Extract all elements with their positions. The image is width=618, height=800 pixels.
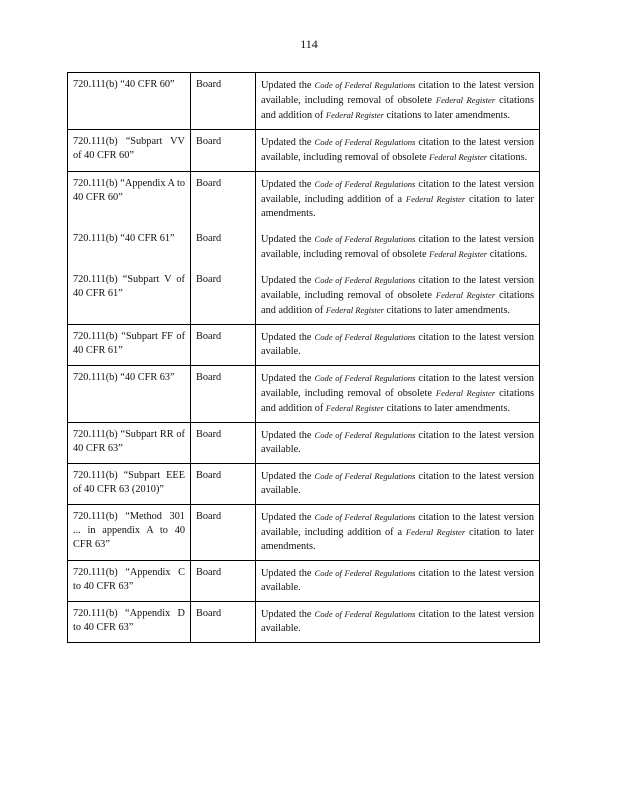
description-text: citation to the latest version available, including removal of obsolete <box>261 275 535 301</box>
table-row <box>68 602 540 643</box>
description-text: citation to the latest version available. <box>261 568 535 593</box>
section-cell: 720.111(b) “40 CFR 63” <box>68 366 191 423</box>
description-cell <box>256 130 540 172</box>
section-cell: 720.111(b) “Appendix C to 40 CFR 63” <box>68 561 191 602</box>
description-text: citation to the latest version available. <box>261 609 535 634</box>
agency-cell: Board <box>191 325 256 366</box>
agency-cell: Board <box>191 505 256 561</box>
section-cell: 720.111(b) “Subpart V of 40 CFR 61” <box>68 268 191 325</box>
section-cell: 720.111(b) “Subpart EEE of 40 CFR 63 (2010)” <box>68 464 191 505</box>
agency-cell: Board <box>191 227 256 268</box>
citation-italic: Federal Register <box>429 249 488 259</box>
description-text: Updated the <box>261 609 315 620</box>
description-text: Updated the <box>261 275 315 286</box>
section-cell: 720.111(b) “Appendix D to 40 CFR 63” <box>68 602 191 643</box>
agency-cell: Board <box>191 130 256 172</box>
citation-italic: Code of Federal Regulations <box>314 137 416 147</box>
agency-cell: Board <box>191 561 256 602</box>
description-text: citation to the latest version available. <box>261 332 535 357</box>
section-cell: 720.111(b) “Subpart VV of 40 CFR 60” <box>68 130 191 172</box>
section-cell: 720.111(b) “40 CFR 60” <box>68 73 191 130</box>
agency-cell: Board <box>191 268 256 325</box>
citation-italic: Federal Register <box>405 194 466 204</box>
description-text: Updated the <box>261 512 315 523</box>
table-row <box>68 464 540 505</box>
page-number: 114 <box>300 37 318 51</box>
table-row <box>68 130 540 172</box>
description-text: Updated the <box>261 430 315 441</box>
table-row <box>68 423 540 464</box>
description-text: citations to later amendments. <box>383 305 511 316</box>
citation-italic: Federal Register <box>435 95 496 105</box>
citation-italic: Federal Register <box>429 152 488 162</box>
citation-italic: Federal Register <box>405 527 466 537</box>
citation-italic: Federal Register <box>325 110 384 120</box>
section-cell: 720.111(b) “Appendix A to 40 CFR 60” <box>68 172 191 228</box>
citation-italic: Code of Federal Regulations <box>314 430 416 440</box>
table-body <box>68 73 540 643</box>
description-cell <box>256 366 540 423</box>
citation-italic: Code of Federal Regulations <box>314 609 416 619</box>
amendments-table <box>67 72 540 643</box>
agency-cell: Board <box>191 464 256 505</box>
agency-cell: Board <box>191 602 256 643</box>
description-text: Updated the <box>261 179 315 190</box>
description-cell <box>256 464 540 505</box>
citation-italic: Federal Register <box>325 305 384 315</box>
table-row <box>68 172 540 228</box>
description-cell <box>256 227 540 268</box>
citation-italic: Code of Federal Regulations <box>314 512 416 522</box>
description-cell <box>256 172 540 228</box>
citation-italic: Federal Register <box>325 403 384 413</box>
description-text: Updated the <box>261 373 315 384</box>
description-cell <box>256 325 540 366</box>
description-text: Updated the <box>261 137 315 148</box>
citation-italic: Code of Federal Regulations <box>314 568 416 578</box>
description-text: citations to later amendments. <box>383 403 511 414</box>
agency-cell: Board <box>191 73 256 130</box>
citation-italic: Code of Federal Regulations <box>314 471 416 481</box>
table-row <box>68 561 540 602</box>
description-text: citation to the latest version available, including removal of obsolete <box>261 80 535 106</box>
section-cell: 720.111(b) “40 CFR 61” <box>68 227 191 268</box>
description-text: citations and addition of <box>261 388 534 414</box>
description-text: Updated the <box>261 80 315 91</box>
citation-italic: Code of Federal Regulations <box>314 332 416 342</box>
description-cell <box>256 505 540 561</box>
description-cell <box>256 423 540 464</box>
description-text: Updated the <box>261 234 315 245</box>
citation-italic: Code of Federal Regulations <box>314 234 416 244</box>
section-cell: 720.111(b) “Subpart FF of 40 CFR 61” <box>68 325 191 366</box>
agency-cell: Board <box>191 366 256 423</box>
description-text: citations to later amendments. <box>383 110 511 121</box>
description-text: Updated the <box>261 332 315 343</box>
table-row <box>68 227 540 268</box>
citation-italic: Federal Register <box>435 290 496 300</box>
description-text: Updated the <box>261 568 315 579</box>
description-text: citation to the latest version available. <box>261 471 535 496</box>
description-text: citations and addition of <box>261 95 534 121</box>
description-cell <box>256 602 540 643</box>
section-cell: 720.111(b) “Subpart RR of 40 CFR 63” <box>68 423 191 464</box>
description-text: citation to the latest version available, including removal of obsolete <box>261 137 535 163</box>
description-text: citation to the latest version available, including removal of obsolete <box>261 234 535 260</box>
description-text: citation to the latest version available. <box>261 430 535 455</box>
table-row <box>68 366 540 423</box>
citation-italic: Code of Federal Regulations <box>314 80 416 90</box>
description-text: citation to later amendments. <box>261 527 534 552</box>
description-text: citation to the latest version available, including addition of a <box>261 512 535 538</box>
table-row <box>68 325 540 366</box>
table-row <box>68 73 540 130</box>
description-cell <box>256 561 540 602</box>
description-text: citations. <box>487 152 528 163</box>
citation-italic: Federal Register <box>435 388 496 398</box>
description-text: Updated the <box>261 471 315 482</box>
table-row <box>68 505 540 561</box>
citation-italic: Code of Federal Regulations <box>314 373 416 383</box>
description-text: citation to the latest version available, including addition of a <box>261 179 535 205</box>
description-text: citations and addition of <box>261 290 534 316</box>
agency-cell: Board <box>191 423 256 464</box>
description-cell <box>256 268 540 325</box>
agency-cell: Board <box>191 172 256 228</box>
description-text: citations. <box>487 249 528 260</box>
section-cell: 720.111(b) “Method 301 ... in appendix A to 40 CFR 63” <box>68 505 191 561</box>
table-row <box>68 268 540 325</box>
citation-italic: Code of Federal Regulations <box>314 275 416 285</box>
citation-italic: Code of Federal Regulations <box>314 179 416 189</box>
description-text: citation to later amendments. <box>261 194 534 219</box>
description-text: citation to the latest version available, including removal of obsolete <box>261 373 535 399</box>
description-cell <box>256 73 540 130</box>
